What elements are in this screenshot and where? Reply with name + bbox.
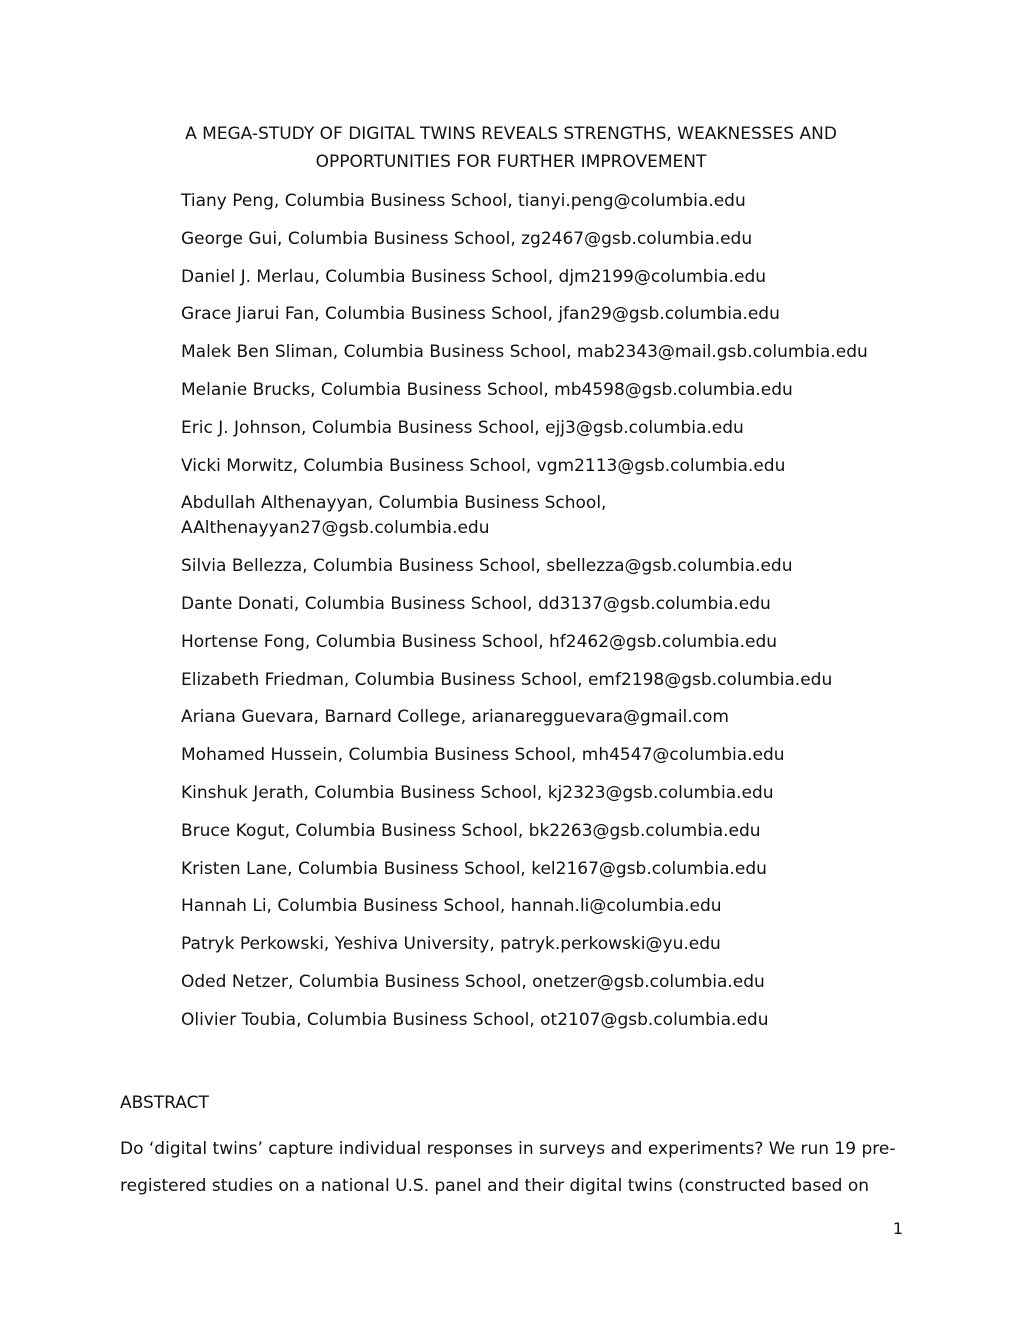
author-entry: Vicki Morwitz, Columbia Business School, vgm2113@gsb.columbia.edu bbox=[181, 455, 786, 476]
paper-title-line-2: OPPORTUNITIES FOR FURTHER IMPROVEMENT bbox=[315, 152, 707, 172]
author-entry: Mohamed Hussein, Columbia Business School, mh4547@columbia.edu bbox=[181, 745, 785, 766]
page-number: 1 bbox=[892, 1219, 903, 1238]
paper-title bbox=[120, 120, 902, 176]
abstract-text: Do ‘digital twins’ capture individual responses in surveys and experiments? We run 19 pre-registered studies on a national U.S. panel and their digital twins (constructed based on bbox=[120, 1139, 896, 1196]
author-entry: Tiany Peng, Columbia Business School, tianyi.peng@columbia.edu bbox=[181, 191, 746, 211]
author-entry: Ariana Guevara, Barnard College, arianaregguevara@gmail.com bbox=[181, 707, 729, 728]
author-entry: Kinshuk Jerath, Columbia Business School, kj2323@gsb.columbia.edu bbox=[181, 782, 774, 803]
author-entry: Malek Ben Sliman, Columbia Business School, mab2343@mail.gsb.columbia.edu bbox=[181, 342, 868, 363]
author-entry: Oded Netzer, Columbia Business School, onetzer@gsb.columbia.edu bbox=[181, 971, 765, 992]
author-entry: Elizabeth Friedman, Columbia Business School, emf2198@gsb.columbia.edu bbox=[181, 669, 833, 690]
author-entry: Eric J. Johnson, Columbia Business School, ejj3@gsb.columbia.edu bbox=[181, 417, 744, 438]
author-entry: Bruce Kogut, Columbia Business School, bk2263@gsb.columbia.edu bbox=[181, 820, 761, 841]
author-entry: Kristen Lane, Columbia Business School, kel2167@gsb.columbia.edu bbox=[181, 858, 767, 879]
paper-title-line-1: A MEGA-STUDY OF DIGITAL TWINS REVEALS STRENGTHS, WEAKNESSES AND bbox=[185, 124, 837, 144]
author-entry: Dante Donati, Columbia Business School, dd3137@gsb.columbia.edu bbox=[181, 593, 771, 614]
author-entry: Grace Jiarui Fan, Columbia Business School, jfan29@gsb.columbia.edu bbox=[181, 304, 780, 325]
author-entry: George Gui, Columbia Business School, zg2467@gsb.columbia.edu bbox=[181, 228, 753, 249]
author-list bbox=[181, 189, 901, 1046]
author-entry: Hannah Li, Columbia Business School, hannah.li@columbia.edu bbox=[181, 896, 722, 917]
author-entry: Olivier Toubia, Columbia Business School, ot2107@gsb.columbia.edu bbox=[181, 1009, 769, 1030]
author-entry: Silvia Bellezza, Columbia Business School, sbellezza@gsb.columbia.edu bbox=[181, 556, 793, 577]
author-entry: Patryk Perkowski, Yeshiva University, patryk.perkowski@yu.edu bbox=[181, 934, 721, 955]
author-entry: Abdullah Althenayyan, Columbia Business School, AAlthenayyan27@gsb.columbia.edu bbox=[181, 493, 607, 539]
author-entry: Daniel J. Merlau, Columbia Business School, djm2199@columbia.edu bbox=[181, 266, 767, 287]
abstract-heading: ABSTRACT bbox=[120, 1093, 209, 1113]
author-entry: Hortense Fong, Columbia Business School, hf2462@gsb.columbia.edu bbox=[181, 631, 778, 652]
author-entry: Melanie Brucks, Columbia Business School, mb4598@gsb.columbia.edu bbox=[181, 379, 793, 400]
